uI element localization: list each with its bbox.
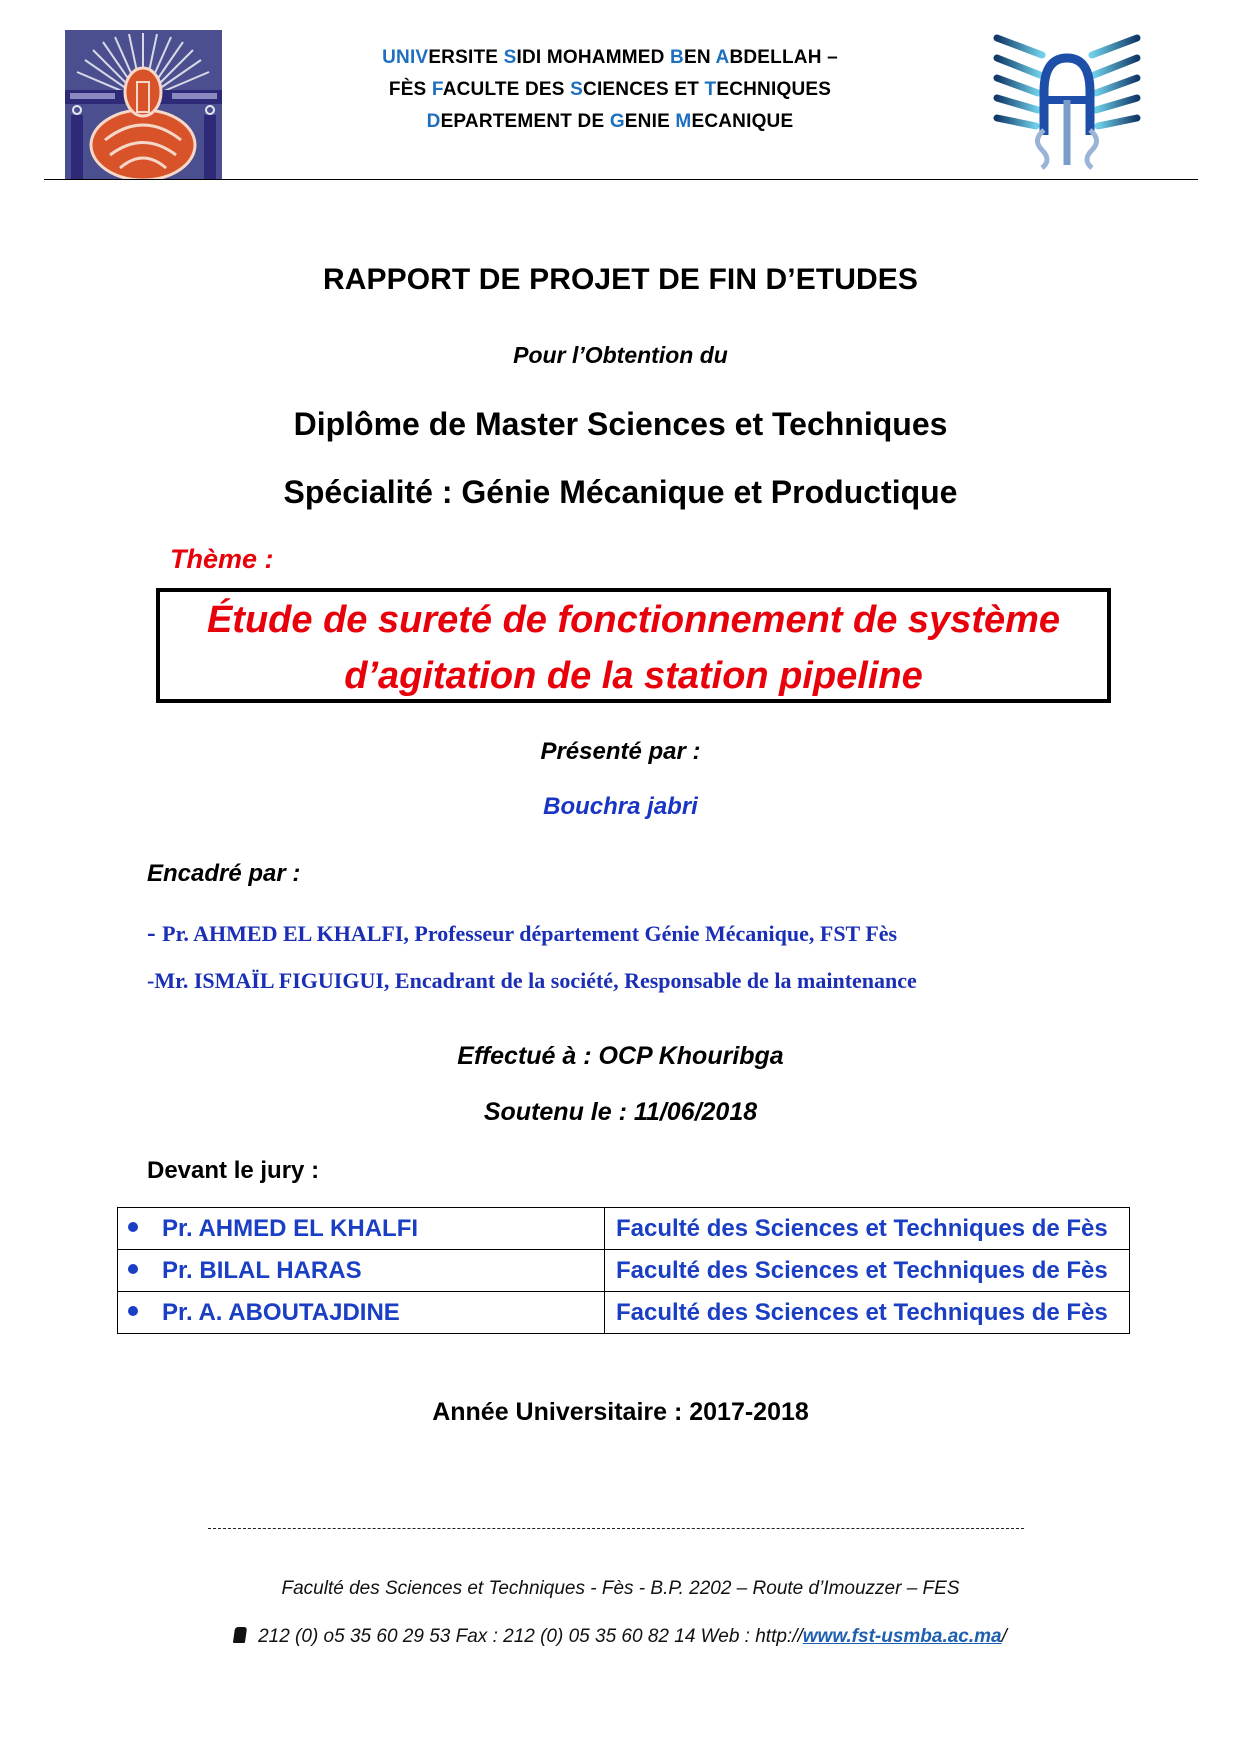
jury-table [117, 1207, 1130, 1334]
website-link[interactable]: www.fst-usmba.ac.ma [802, 1626, 1002, 1647]
bullet-icon [128, 1306, 138, 1316]
supervisor-prefix: - [147, 918, 163, 947]
footer-contact-text: 212 (0) o5 35 60 29 53 Fax : 212 (0) 05 35 60 82 14 Web : http:// [258, 1626, 803, 1647]
header-text-segment: ERSITE [428, 47, 504, 68]
header-text-segment: ECHNIQUES [716, 79, 832, 100]
diploma-title: Diplôme de Master Sciences et Techniques [293, 406, 948, 442]
supervisor-text: Mr. ISMAÏL FIGUIGUI, Encadrant de la société, Responsable de la maintenance [154, 968, 917, 993]
jury-member-name: Pr. AHMED EL KHALFI [162, 1214, 419, 1242]
footer-contact-suffix: / [1001, 1626, 1007, 1647]
header-text-segment: ACULTE DES [442, 79, 571, 100]
header-text-segment: ECANIQUE [691, 111, 794, 132]
bullet-icon [128, 1222, 138, 1232]
jury-name-cell [118, 1292, 605, 1334]
defense-date: Soutenu le : 11/06/2018 [483, 1098, 758, 1126]
header-initial-letter: UNIV [382, 47, 429, 68]
footer-address: Faculté des Sciences et Techniques - Fès - B.P. 2202 – Route d’Imouzzer – FES [281, 1578, 960, 1599]
header-divider [44, 179, 1198, 180]
theme-title [156, 592, 1111, 704]
bullet-icon [128, 1264, 138, 1274]
supervisor-prefix: - [147, 968, 155, 993]
header-initial-letter: S [503, 47, 517, 68]
author-name: Bouchra jabri [543, 793, 698, 820]
usmba-emblem-icon [65, 30, 222, 180]
obtention-subtitle: Pour l’Obtention du [513, 342, 728, 368]
header-initial-letter: A [715, 47, 730, 68]
theme-label: Thème : [170, 544, 274, 574]
table-row [118, 1292, 1130, 1334]
header-initial-letter: B [670, 47, 684, 68]
institution-header [340, 42, 880, 138]
header-initial-letter: S [570, 79, 584, 100]
jury-institution-cell: Faculté des Sciences et Techniques de Fès [605, 1292, 1130, 1334]
header-initial-letter: D [426, 111, 441, 132]
footer-contact [0, 1626, 1241, 1648]
footer-separator [208, 1528, 1024, 1529]
jury-member-name: Pr. BILAL HARAS [162, 1256, 362, 1284]
jury-name-cell [118, 1208, 605, 1250]
specialty-title: Spécialité : Génie Mécanique et Productique [283, 474, 958, 510]
faculty-logo [992, 30, 1142, 170]
supervisor-item [147, 918, 897, 948]
theme-title-line-1: Étude de sureté de fonctionnement de système [206, 599, 1061, 641]
header-initial-letter: F [431, 79, 443, 100]
jury-name-cell [118, 1250, 605, 1292]
header-text-segment: F [388, 79, 401, 100]
supervisor-item [147, 968, 917, 994]
header-text-segment: IDI MOHAMMED [516, 47, 671, 68]
jury-institution-cell: Faculté des Sciences et Techniques de Fès [605, 1208, 1130, 1250]
table-row [118, 1208, 1130, 1250]
supervised-by-label: Encadré par : [147, 860, 301, 887]
report-type-title: RAPPORT DE PROJET DE FIN D’ETUDES [322, 263, 919, 296]
academic-year: Année Universitaire : 2017-2018 [432, 1398, 809, 1426]
header-line-faculty [340, 74, 880, 106]
header-text-segment: ENIE [624, 111, 676, 132]
header-text-segment: ÈS [400, 79, 432, 100]
fst-emblem-icon [992, 30, 1142, 170]
header-initial-letter: G [609, 111, 625, 132]
jury-institution-cell: Faculté des Sciences et Techniques de Fès [605, 1250, 1130, 1292]
header-text-segment: EPARTEMENT DE [440, 111, 610, 132]
header-text-segment: EN [683, 47, 716, 68]
header-line-department [340, 106, 880, 138]
header-text-segment: CIENCES ET [583, 79, 705, 100]
phone-icon [233, 1627, 247, 1643]
header-line-university [340, 42, 880, 74]
university-logo [65, 30, 222, 180]
header-initial-letter: T [704, 79, 717, 100]
jury-member-name: Pr. A. ABOUTAJDINE [162, 1298, 400, 1326]
table-row [118, 1250, 1130, 1292]
header-initial-letter: M [675, 111, 692, 132]
supervisor-text: Pr. AHMED EL KHALFI, Professeur département Génie Mécanique, FST Fès [162, 921, 898, 946]
header-text-segment: BDELLAH – [729, 47, 838, 68]
theme-title-line-2: d’agitation de la station pipeline [344, 655, 923, 697]
jury-label: Devant le jury : [147, 1157, 320, 1184]
presented-by-label: Présenté par : [540, 738, 701, 765]
internship-location: Effectué à : OCP Khouribga [457, 1042, 784, 1070]
